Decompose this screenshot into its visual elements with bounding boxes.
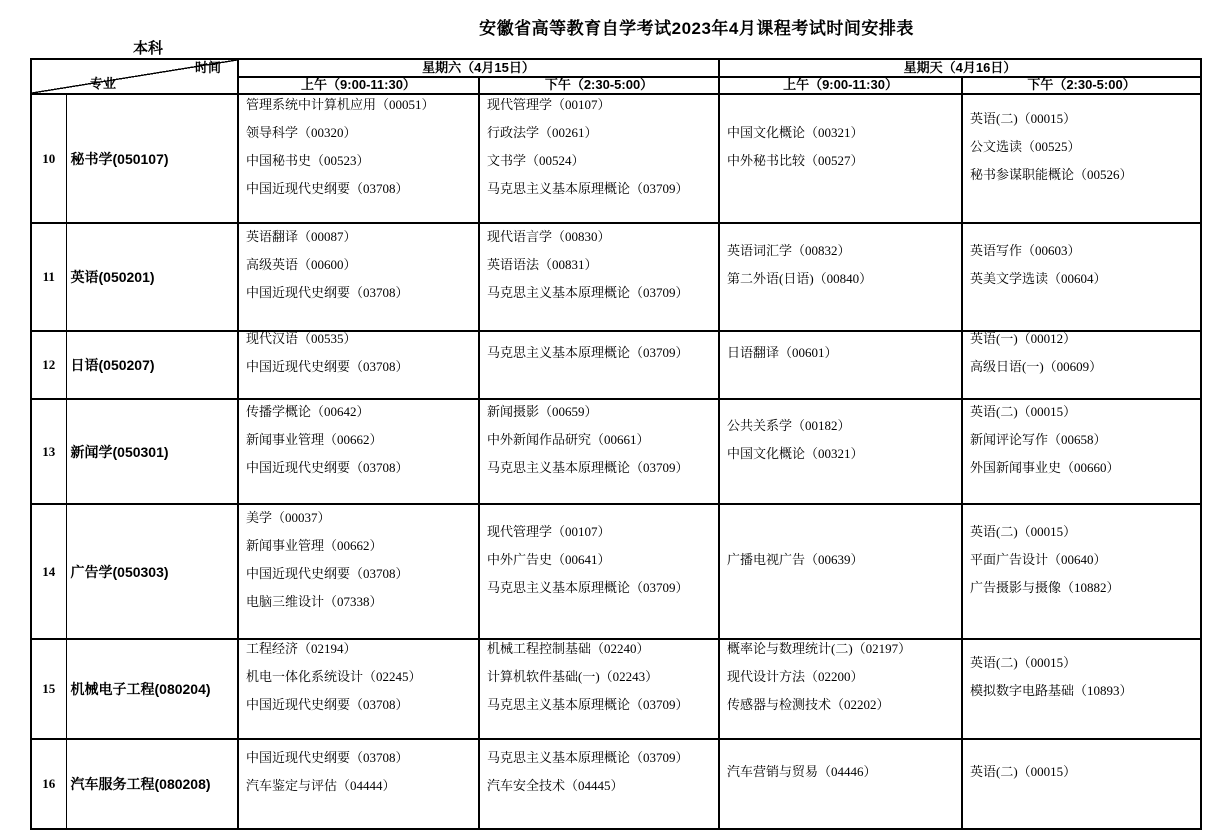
- course-item: 公共关系学（00182）: [727, 417, 851, 433]
- courses-cell-sun-pm: [962, 639, 1201, 739]
- course-item: 中外广告史（00641）: [487, 551, 611, 567]
- courses-list: [239, 740, 478, 828]
- row-number: 11: [31, 223, 66, 331]
- course-item: 文书学（00524）: [487, 152, 585, 168]
- session-header-sun-am: 上午（9:00-11:30）: [719, 77, 962, 94]
- courses-list: [480, 740, 718, 828]
- courses-list: [239, 95, 478, 222]
- course-item: 现代设计方法（02200）: [727, 669, 864, 684]
- course-item: 英语翻译（00087）: [246, 229, 357, 244]
- course-item: 汽车鉴定与评估（04444）: [246, 778, 396, 793]
- row-number: 12: [31, 331, 66, 399]
- course-item: 现代语言学（00830）: [487, 229, 611, 244]
- courses-list: [963, 224, 1200, 330]
- courses-cell-sat-pm: [479, 639, 719, 739]
- courses-cell-sat-am: [238, 223, 479, 331]
- course-item: 外国新闻事业史（00660）: [970, 459, 1120, 475]
- courses-cell-sun-am: [719, 399, 962, 504]
- course-item: 电脑三维设计（07338）: [246, 593, 383, 609]
- course-item: 第二外语(日语)（00840）: [727, 271, 873, 286]
- courses-list: [239, 505, 478, 638]
- courses-list: [480, 95, 718, 222]
- course-item: 马克思主义基本原理概论（03709）: [487, 750, 689, 765]
- courses-list: [963, 740, 1200, 828]
- course-item: 马克思主义基本原理概论（03709）: [487, 180, 689, 196]
- courses-list: [480, 332, 718, 398]
- course-item: 中国近现代史纲要（03708）: [246, 459, 409, 475]
- course-item: 机电一体化系统设计（02245）: [246, 669, 422, 684]
- table-row: [31, 331, 1201, 399]
- courses-cell-sat-am: [238, 504, 479, 639]
- courses-cell-sat-am: [238, 399, 479, 504]
- courses-list: [720, 400, 961, 503]
- course-item: 马克思主义基本原理概论（03709）: [487, 285, 689, 300]
- course-item: 现代管理学（00107）: [487, 96, 611, 112]
- table-row: [31, 223, 1201, 331]
- major-name: 新闻学(050301): [66, 399, 238, 504]
- course-item: 英语词汇学（00832）: [727, 243, 851, 258]
- exam-schedule-table: [30, 58, 1202, 830]
- course-item: 领导科学（00320）: [246, 124, 357, 140]
- course-item: 现代汉语（00535）: [246, 332, 357, 346]
- row-number: 15: [31, 639, 66, 739]
- courses-list: [963, 640, 1200, 738]
- course-item: 行政法学（00261）: [487, 124, 598, 140]
- courses-cell-sun-pm: [962, 739, 1201, 829]
- table-row: [31, 94, 1201, 223]
- courses-cell-sun-pm: [962, 504, 1201, 639]
- course-item: 中国文化概论（00321）: [727, 445, 864, 461]
- course-item: 马克思主义基本原理概论（03709）: [487, 579, 689, 595]
- course-item: 汽车安全技术（04445）: [487, 778, 624, 793]
- courses-cell-sat-am: [238, 94, 479, 223]
- courses-list: [480, 400, 718, 503]
- courses-list: [720, 505, 961, 638]
- courses-list: [480, 640, 718, 738]
- row-number: 16: [31, 739, 66, 829]
- major-name: 日语(050207): [66, 331, 238, 399]
- courses-list: [963, 95, 1200, 222]
- major-name: 秘书学(050107): [66, 94, 238, 223]
- courses-cell-sat-am: [238, 331, 479, 399]
- course-item: 中国秘书史（00523）: [246, 152, 370, 168]
- courses-cell-sun-pm: [962, 331, 1201, 399]
- courses-list: [963, 400, 1200, 503]
- row-number: 10: [31, 94, 66, 223]
- major-name: 汽车服务工程(080208): [66, 739, 238, 829]
- courses-cell-sun-am: [719, 504, 962, 639]
- course-item: 中国近现代史纲要（03708）: [246, 697, 409, 712]
- course-item: 公文选读（00525）: [970, 138, 1081, 154]
- course-item: 新闻评论写作（00658）: [970, 431, 1107, 447]
- course-item: 高级日语(一)（00609）: [970, 359, 1103, 374]
- section-label: 本科: [133, 40, 164, 57]
- course-item: 秘书参谋职能概论（00526）: [970, 166, 1133, 182]
- courses-cell-sun-am: [719, 639, 962, 739]
- courses-list: [720, 224, 961, 330]
- courses-list: [720, 95, 961, 222]
- course-item: 传播学概论（00642）: [246, 403, 370, 419]
- course-item: 机械工程控制基础（02240）: [487, 641, 650, 656]
- courses-list: [480, 505, 718, 638]
- courses-list: [480, 224, 718, 330]
- courses-list: [239, 332, 478, 398]
- courses-list: [720, 640, 961, 738]
- corner-major-label: 专业: [90, 75, 117, 91]
- course-item: 英美文学选读（00604）: [970, 271, 1107, 286]
- course-item: 广告摄影与摄像（10882）: [970, 579, 1120, 595]
- courses-list: [239, 400, 478, 503]
- session-header-sat-pm: 下午（2:30-5:00）: [479, 77, 719, 94]
- courses-list: [239, 224, 478, 330]
- courses-cell-sun-am: [719, 94, 962, 223]
- course-item: 英语(一)（00012）: [970, 332, 1077, 346]
- courses-cell-sat-pm: [479, 94, 719, 223]
- courses-list: [239, 640, 478, 738]
- course-item: 美学（00037）: [246, 509, 331, 525]
- courses-cell-sat-pm: [479, 223, 719, 331]
- courses-cell-sat-am: [238, 639, 479, 739]
- page-title: 安徽省高等教育自学考试2023年4月课程考试时间安排表: [479, 19, 914, 38]
- corner-header: [31, 59, 238, 94]
- courses-list: [720, 740, 961, 828]
- courses-cell-sun-pm: [962, 94, 1201, 223]
- course-item: 马克思主义基本原理概论（03709）: [487, 459, 689, 475]
- course-item: 传感器与检测技术（02202）: [727, 697, 890, 712]
- course-item: 中外秘书比较（00527）: [727, 152, 864, 168]
- course-item: 英语(二)（00015）: [970, 523, 1077, 539]
- course-item: 概率论与数理统计(二)（02197）: [727, 641, 912, 656]
- courses-cell-sun-am: [719, 223, 962, 331]
- courses-cell-sat-am: [238, 739, 479, 829]
- course-item: 工程经济（02194）: [246, 641, 357, 656]
- courses-list: [963, 332, 1200, 398]
- course-item: 日语翻译（00601）: [727, 345, 838, 360]
- table-row: [31, 739, 1201, 829]
- course-item: 英语写作（00603）: [970, 243, 1081, 258]
- course-item: 中国文化概论（00321）: [727, 124, 864, 140]
- course-item: 马克思主义基本原理概论（03709）: [487, 345, 689, 360]
- day-header-saturday: 星期六（4月15日）: [238, 59, 719, 77]
- day-header-sunday: 星期天（4月16日）: [719, 59, 1201, 77]
- courses-cell-sat-pm: [479, 399, 719, 504]
- courses-cell-sat-pm: [479, 739, 719, 829]
- course-item: 英语(二)（00015）: [970, 655, 1077, 670]
- table-row: [31, 639, 1201, 739]
- courses-cell-sat-pm: [479, 331, 719, 399]
- course-item: 广播电视广告（00639）: [727, 551, 864, 567]
- courses-cell-sun-pm: [962, 223, 1201, 331]
- course-item: 模拟数字电路基础（10893）: [970, 683, 1133, 698]
- courses-cell-sat-pm: [479, 504, 719, 639]
- major-name: 英语(050201): [66, 223, 238, 331]
- course-item: 中国近现代史纲要（03708）: [246, 285, 409, 300]
- course-item: 计算机软件基础(一)（02243）: [487, 669, 659, 684]
- courses-list: [720, 332, 961, 398]
- corner-time-label: 时间: [194, 60, 221, 75]
- course-item: 中国近现代史纲要（03708）: [246, 565, 409, 581]
- session-header-sun-pm: 下午（2:30-5:00）: [962, 77, 1201, 94]
- course-item: 新闻事业管理（00662）: [246, 431, 383, 447]
- course-item: 马克思主义基本原理概论（03709）: [487, 697, 689, 712]
- major-name: 机械电子工程(080204): [66, 639, 238, 739]
- course-item: 高级英语（00600）: [246, 257, 357, 272]
- course-item: 英语语法（00831）: [487, 257, 598, 272]
- course-item: 新闻摄影（00659）: [487, 403, 598, 419]
- course-item: 英语(二)（00015）: [970, 764, 1077, 779]
- course-item: 现代管理学（00107）: [487, 523, 611, 539]
- row-number: 13: [31, 399, 66, 504]
- course-item: 英语(二)（00015）: [970, 110, 1077, 126]
- course-item: 中国近现代史纲要（03708）: [246, 359, 409, 374]
- course-item: 英语(二)（00015）: [970, 403, 1077, 419]
- session-header-sat-am: 上午（9:00-11:30）: [238, 77, 479, 94]
- table-row: [31, 504, 1201, 639]
- course-item: 中国近现代史纲要（03708）: [246, 750, 409, 765]
- course-item: 汽车营销与贸易（04446）: [727, 764, 877, 779]
- course-item: 新闻事业管理（00662）: [246, 537, 383, 553]
- row-number: 14: [31, 504, 66, 639]
- major-name: 广告学(050303): [66, 504, 238, 639]
- courses-cell-sun-am: [719, 739, 962, 829]
- courses-cell-sun-am: [719, 331, 962, 399]
- course-item: 平面广告设计（00640）: [970, 551, 1107, 567]
- table-row: [31, 399, 1201, 504]
- course-item: 中国近现代史纲要（03708）: [246, 180, 409, 196]
- courses-list: [963, 505, 1200, 638]
- course-item: 管理系统中计算机应用（00051）: [246, 96, 435, 112]
- course-item: 中外新闻作品研究（00661）: [487, 431, 650, 447]
- courses-cell-sun-pm: [962, 399, 1201, 504]
